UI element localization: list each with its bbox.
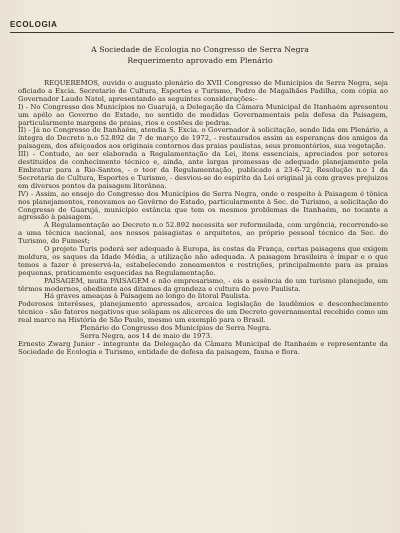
body-paragraph: A Regulamentação ao Decreto n.o 52.892 necessita ser reformulada, com urgência, recorrendo-se a uma técnica nacional, aos nossos paisagistas e arquitetos, ao próprio pessoal técnico da Sec. do Turismo, do Fumest; [18,221,388,246]
title-block [0,44,400,66]
running-head: ECOLOGIA [10,20,58,29]
considerations-list [18,104,388,223]
body-paragraph: Há graves ameaças à Paisagem ao longo do litoral Paulista. [44,292,251,301]
article-subtitle: Requerimento aprovado em Plenário [127,56,273,65]
body-paragraph: O projeto Turis poderá ser adequado à Europa, às costas da França, certas paisagens que exigem moldura, os saques da Idade Média, a utilização não adequada. A paisagem brasileira é ímpar e o que temos a fazer é preservá-la, estabelecendo zoneamentos e restrições, principalmente para as praias pequenas, praticamente esquecidas na Regulamentação. [18,245,388,277]
closing-paragraph: Poderosos interêsses, planejamento apressados, arcaica legislação de laudêmios e desconhecimento técnico - são fatores negativos que solapam os alicerces de um Decreto governamental recebido como um real marco na História de São Paulo, mesmo um exemplo para o Brasil. [18,300,388,325]
date-line: Serra Negra, aos 14 de maio de 1973. [80,332,213,340]
consideration-item: III) - Contudo, ao ser elaborada a Regulamentação da Lei, itens essenciais, apreciados por setores destituídos de conhecimento técnico e, ainda, ante largas promessas de adequado planejamento pela Embratur para a Rio-Santos, - o teor da Regulamentação, publicado a 23-6-72, Resolução n.o 1 da Secretaria de Cultura, Esportes e Turismo, - desviou-se do espirito da Lei original já com graves prejuizos em diversos pontos da paisagem litorânea. [18,150,388,190]
signature-paragraph: Ernesto Zwarg Junior - integrante da Delegação da Câmara Municipal de Itanhaém e representante da Sociedade de Ecologia e Turismo, entidade de defesa da paisagem, fauna e flora. [18,339,388,356]
intro-paragraph: REQUEREMOS, ouvido o augusto plenário do XVII Congresso de Municípios de Serra Negra, seja oficiado a Excia. Secretario de Cultura, Esportes e Turismo, Pedro de Magalhães Padilha, com cópia ao Governador Laudo Natel, apresentando as seguintes considerações:- [18,79,388,103]
article-title: A Sociedade de Ecologia no Congresso de Serra Negra [91,45,309,54]
consideration-item: I) - No Congresso dos Municípios no Guarujá, a Delegação da Câmara Municipal de Itanhaém apresentou um apêlo ao Governo do Estado, no sentido de medidas Governamentais pela defesa da Paisagem, particularmente margens de praias, rios e costões de pedras. [18,102,388,127]
consideration-item: II) - Já no Congresso de Itanhaém, atendia S. Excia. o Governador à solicitação, sendo lida em Plenário, a íntegra do Decreto n.o 52.892 de 7 de março de 1972, - restaurados assim as esperanças dos amigos da paisagem, dos afeiçoados aos originais contornos das praias paulistas, seus promontórios, sua vegetação. [18,126,388,151]
plenary-line: Plenário do Congresso dos Municípios de Serra Negra. [80,324,272,333]
header-rule [10,32,394,33]
article-body [18,80,388,357]
consideration-item: IV) - Assim, ao ensejo do Congresso dos Municípios de Serra Negra, onde o respeito à Paisagem é tônica nos planejamentos, renovamos ao Govêrno do Estado, particularmente à Sec. do Turismo, a solicitação do Congresso de Guarujá, município estância que tem os mesmos problemas de Itanhaém, no tocante a agressão à paisagem. [18,189,388,222]
body-paragraph: PAISAGEM, muita PAISAGEM e não empresarismo, - eis a essência de um turismo planejado, em têrmos modernos, obediente aos ditames da grandeza e cultura do povo Paulista. [18,276,388,293]
